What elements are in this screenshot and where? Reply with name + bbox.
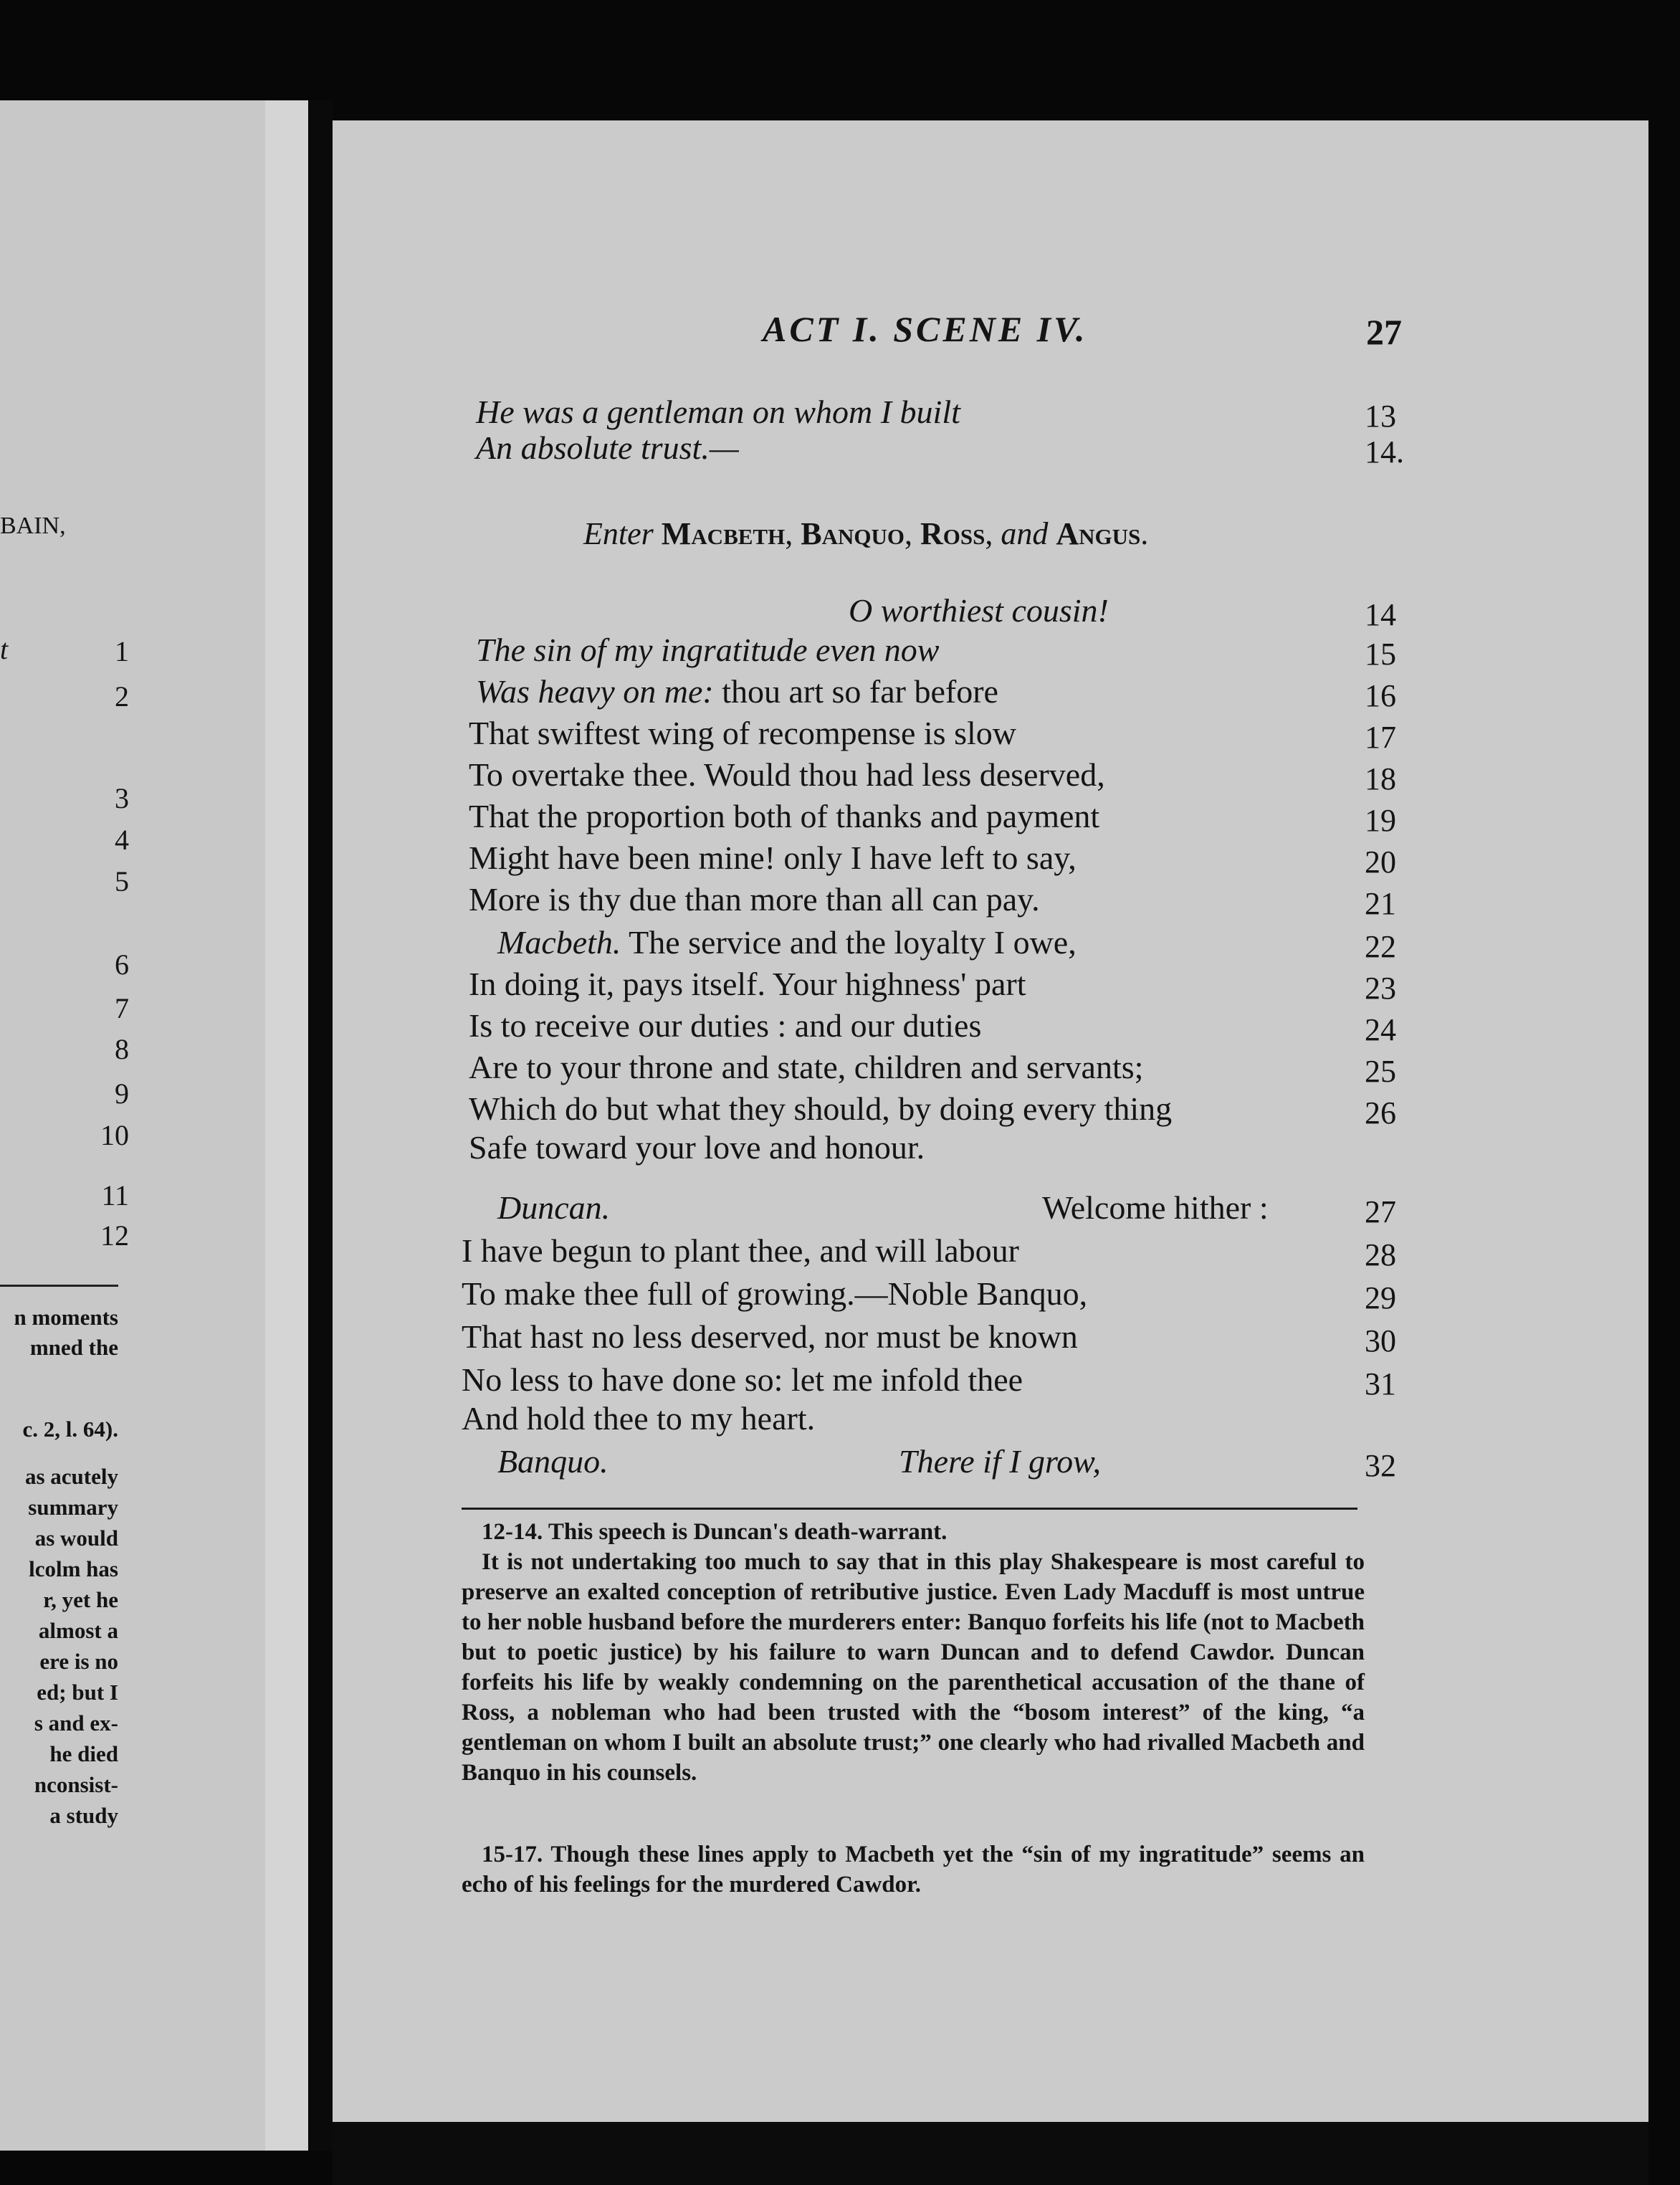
verse-line (497, 1441, 1372, 1482)
line-number: 30 (1365, 1323, 1396, 1358)
left-note-line: as would (34, 1525, 118, 1551)
verse-line (497, 1187, 1372, 1229)
left-line-number: 2 (115, 680, 129, 713)
left-note-line: he died (49, 1741, 118, 1766)
verse-line (476, 671, 1350, 713)
left-line-number: 9 (115, 1077, 129, 1110)
left-note-line: ere is no (39, 1649, 118, 1674)
verse-line (462, 1230, 1336, 1272)
character-name: Banquo (801, 516, 905, 551)
line-number: 22 (1365, 929, 1396, 964)
verse-line (469, 1047, 1343, 1088)
left-note-line: almost a (38, 1618, 118, 1643)
left-line-number: 5 (115, 865, 129, 898)
italic-text: Banquo. (497, 1443, 608, 1480)
verse-text: That hast no less deserved, nor must be known (462, 1318, 1078, 1355)
verse-text: No less to have done so: let me infold thee (462, 1361, 1023, 1398)
verse-text: In doing it, pays itself. Your highness' part (469, 966, 1026, 1002)
verse-line (469, 879, 1343, 920)
verse-line (469, 754, 1343, 796)
footnote: 15-17. Though these lines apply to Macbeth yet the “sin of my ingratitude” seems an echo of his feelings for the murdered Cawdor. (462, 1842, 1365, 1898)
left-page-fragment (0, 100, 308, 2151)
verse-line (469, 1127, 1343, 1168)
verse-text: Which do but what they should, by doing every thing (469, 1090, 1173, 1127)
line-number: 23 (1365, 971, 1396, 1006)
verse-line (469, 713, 1343, 754)
verse-line (469, 1005, 1343, 1047)
verse-text: And hold thee to my heart. (462, 1400, 816, 1437)
verse-line (476, 629, 1350, 671)
line-number: 24 (1365, 1012, 1396, 1047)
italic-text: He was a gentleman on whom I built (476, 394, 960, 430)
line-number: 21 (1365, 886, 1396, 921)
verse-text: , (904, 516, 920, 551)
verse-text (1048, 516, 1056, 551)
left-line-number: 12 (100, 1219, 129, 1252)
verse-text: , (785, 516, 801, 551)
footnote-rule (462, 1508, 1357, 1510)
running-header (333, 308, 1648, 373)
line-number: 19 (1365, 803, 1396, 838)
italic-text: Duncan. (497, 1189, 611, 1226)
left-note-line: a study (49, 1803, 118, 1828)
page-header-title: ACT I. SCENE IV. (763, 309, 1088, 349)
italic-text: and (1001, 516, 1049, 551)
verse-text: Might have been mine! only I have left to say, (469, 839, 1077, 876)
left-note-line: summary (28, 1495, 118, 1520)
line-number: 32 (1365, 1448, 1396, 1483)
verse-text: More is thy due than more than all can pay. (469, 881, 1040, 918)
italic-text: An absolute trust.— (476, 429, 739, 466)
left-footnote-rule (0, 1285, 118, 1287)
verse-text: I have begun to plant thee, and will labour (462, 1232, 1019, 1269)
line-number: 28 (1365, 1237, 1396, 1272)
line-number: 17 (1365, 720, 1396, 755)
left-note-line: n moments (14, 1305, 118, 1330)
left-note-line: ed; but I (37, 1680, 118, 1705)
verse-line (462, 1273, 1336, 1315)
footnote: It is not undertaking too much to say that in this play Shakespeare is most careful to preserve an exalted conception of retributive justice. Even Lady Macduff is most untrue to her noble husband before the murderers enter: Banquo forfeits his life (not to Macbeth but to poetic justice) by his failure to warn Duncan and to defend Cawdor. Duncan forfeits his life by weakly condemning on the parenthetical accusation of the thane of Ross, a nobleman who had been trusted with the “bosom interest” of the king, “a gentleman on whom I built an absolute trust;” one clearly who had rivalled Macbeth and Banquo in his counsels. (462, 1549, 1365, 1786)
verse-text: That swiftest wing of recompense is slow (469, 715, 1016, 751)
left-line-number: 8 (115, 1033, 129, 1065)
character-name: Ross (920, 516, 985, 551)
verse-text: Welcome hither : (1042, 1189, 1269, 1226)
left-note-line: c. 2, l. 64). (22, 1417, 118, 1442)
bottom-shadow (333, 2122, 1648, 2185)
italic-text: Enter (583, 516, 662, 551)
line-number: 14. (1365, 434, 1404, 470)
verse-text: . (1140, 516, 1149, 551)
left-note-line: nconsist- (34, 1772, 118, 1797)
line-number: 29 (1365, 1280, 1396, 1315)
verse-text: Are to your throne and state, children and servants; (469, 1049, 1144, 1085)
verse-text: To make thee full of growing.—Noble Banquo, (462, 1275, 1088, 1312)
line-number: 26 (1365, 1095, 1396, 1130)
italic-text: O worthiest cousin! (849, 592, 1109, 629)
left-line-number: 3 (115, 782, 129, 814)
line-number: 15 (1365, 637, 1396, 672)
italic-text: The sin of my ingratitude even now (476, 632, 940, 668)
left-note-line: r, yet he (43, 1587, 118, 1612)
line-number: 16 (1365, 678, 1396, 713)
verse-line (469, 837, 1343, 879)
left-note-line: mned the (29, 1335, 118, 1360)
line-number: 20 (1365, 844, 1396, 880)
verse-line (462, 1316, 1336, 1358)
italic-text: Macbeth. (497, 924, 621, 961)
book-gutter (265, 100, 308, 2151)
verse-line (462, 1398, 1336, 1439)
verse-text: thou art so far before (713, 673, 998, 710)
left-note-line: as acutely (24, 1464, 118, 1489)
book-page (333, 120, 1648, 2149)
verse-text: Safe toward your love and honour. (469, 1129, 925, 1166)
verse-text: , (985, 516, 1001, 551)
verse-line (469, 796, 1343, 837)
line-number: 25 (1365, 1054, 1396, 1089)
left-line-number: 7 (115, 992, 129, 1024)
verse-text: Is to receive our duties : and our duties (469, 1007, 982, 1044)
line-number: 13 (1365, 399, 1396, 434)
line-number: 27 (1365, 1194, 1396, 1229)
italic-text: Was heavy on me: (476, 673, 714, 710)
page-number: 27 (1366, 312, 1402, 352)
verse-text: There if I grow, (899, 1443, 1101, 1480)
left-note-line: s and ex- (34, 1710, 118, 1736)
verse-line (849, 590, 1680, 632)
left-page-text: BAIN, (0, 513, 66, 539)
left-line-number: 10 (100, 1119, 129, 1151)
verse-line (469, 1088, 1343, 1130)
verse-line (462, 1359, 1336, 1401)
verse-text: That the proportion both of thanks and payment (469, 798, 1100, 834)
footnote: 12-14. This speech is Duncan's death-warrant. (482, 1519, 948, 1545)
character-name: Macbeth (661, 516, 786, 551)
verse-line (497, 922, 1372, 963)
stage-direction (583, 513, 1458, 555)
left-note-line: lcolm has (29, 1556, 118, 1581)
verse-line (476, 427, 1350, 469)
verse-text: The service and the loyalty I owe, (621, 924, 1077, 961)
line-number: 18 (1365, 761, 1396, 796)
verse-text: To overtake thee. Would thou had less deserved, (469, 756, 1105, 793)
left-line-number: 1 (115, 635, 129, 667)
line-number: 14 (1365, 597, 1396, 632)
left-line-number: 4 (115, 824, 129, 856)
verse-line (469, 963, 1343, 1005)
left-line-number: 11 (101, 1179, 129, 1211)
character-name: Angus (1056, 516, 1141, 551)
book-spine-shadow (310, 100, 333, 2151)
left-line-number: 6 (115, 948, 129, 981)
left-page-text: t (0, 633, 9, 665)
line-number: 31 (1365, 1366, 1396, 1401)
